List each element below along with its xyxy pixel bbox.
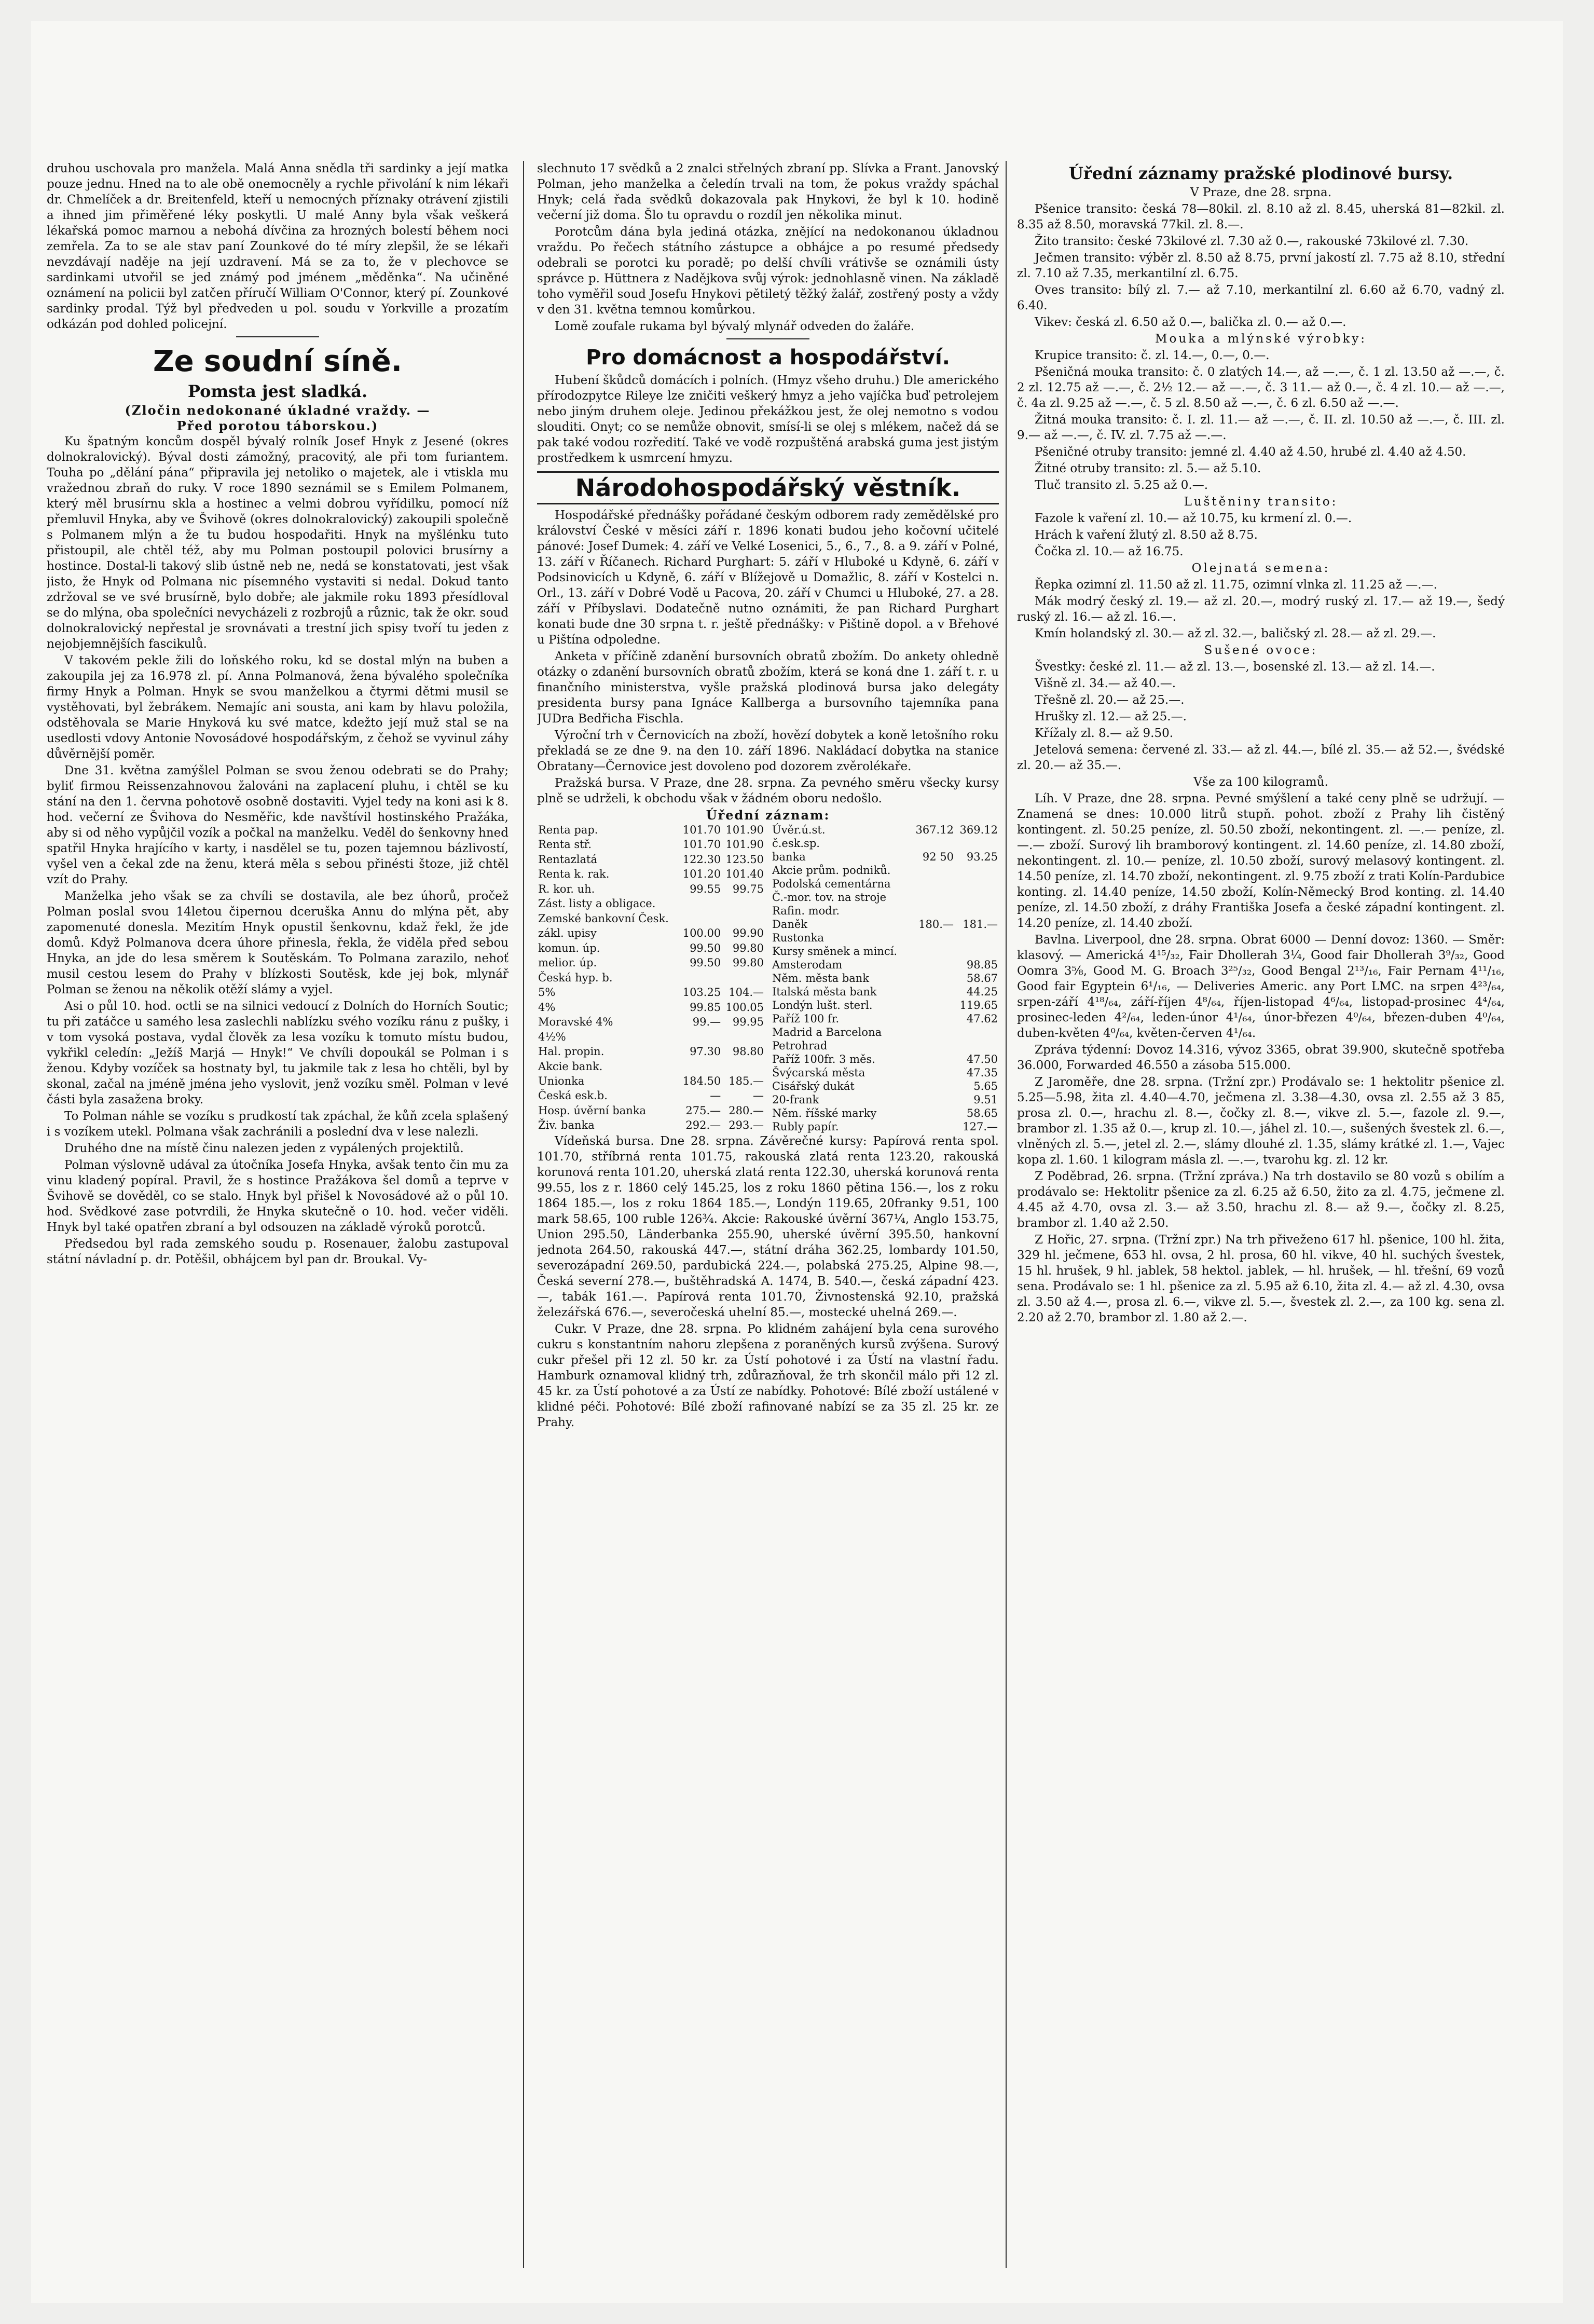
article-text: Čočka zl. 10.— až 16.75. bbox=[1035, 545, 1184, 558]
stock-table bbox=[771, 823, 999, 1133]
article-text: Pražská bursa. V Praze, dne 28. srpna. Za pevného směru všecky kursy plně se udrželi, k obchodu však v žádném oboru nedošlo. bbox=[537, 776, 999, 805]
table-cell-value: 99.50 bbox=[690, 941, 721, 954]
column-3 bbox=[1017, 161, 1505, 2268]
table-cell-value bbox=[722, 1030, 765, 1045]
table-cell-label: Renta pap. bbox=[538, 824, 598, 836]
table-row bbox=[771, 985, 999, 999]
note: Vše za 100 kilogramů. bbox=[1193, 775, 1328, 789]
table-cell-value bbox=[911, 945, 955, 958]
table-cell-value: 101.20 bbox=[682, 868, 721, 881]
table-row bbox=[771, 1093, 999, 1106]
table-cell-value bbox=[679, 1030, 722, 1045]
table-cell-value: 101.70 bbox=[682, 824, 721, 836]
table-cell-value bbox=[722, 971, 765, 986]
article-text: Polman výslovně udával za útočníka Josefa Hnyka, avšak tento čin mu za vinu kladený popíral. Pravil, že s hostince Pražákova šel domů a teprve v Švihově se dověděl, co se stalo. Hnyk byl přišel k Novosádové až o půl 10. hod. Svědkové zase potvrdili, že Hnyka skutečně o 10. hod. večer viděli. Hnyk byl také opatřen zbraní a byl odsouzen na základě výroků porotců. bbox=[47, 1158, 509, 1234]
table-cell-label: Č.-mor. tov. na stroje bbox=[772, 891, 887, 904]
table-cell-value bbox=[955, 891, 999, 904]
section-title: Pro domácnost a hospodářství. bbox=[586, 346, 950, 370]
table-cell-value: 184.50 bbox=[682, 1074, 721, 1087]
table-cell-value bbox=[722, 912, 765, 926]
table-cell-value: 99.— bbox=[692, 1016, 721, 1029]
article-text: Hrách k vaření žlutý zl. 8.50 až 8.75. bbox=[1035, 528, 1258, 542]
table-cell-value bbox=[911, 1026, 955, 1039]
table-row bbox=[771, 1066, 999, 1079]
table-cell-label: Něm. města bank bbox=[772, 972, 870, 985]
table-row bbox=[771, 972, 999, 985]
article-subtitle: Před porotou táborskou.) bbox=[176, 418, 379, 433]
table-cell-value: 101.90 bbox=[725, 838, 764, 851]
table-row bbox=[771, 999, 999, 1012]
article-text: Z Jaroměře, dne 28. srpna. (Tržní zpr.) Prodávalo se: 1 hektolitr pšenice zl. 5.25—5.98, žita zl. 4.40—4.70, ječmena zl. 3.38—4.30, ovsa zl. 2.55 až 3 85, prosa zl. 0.—, hrachu zl. 8.—, čočky zl. 8.—, vikve zl. 5.—, fazole zl. 9.—, brambor zl. 1.35 až 0.—, krup zl. 10.—, jáhel zl. 10.—, sušených švestek zl. 6.—, vlněných zl. 5.—, jetel zl. 2.—, slámy dlouhé zl. 1.35, slámy krátké zl. 1.—, Vajec kopa zl. 1.60. 1 kilogram másla zl. —.—, tvarohu kg. zl. 12 kr. bbox=[1017, 1075, 1505, 1167]
article-text: Předsedou byl rada zemského soudu p. Rosenauer, žalobu zastupoval státní návladní p. dr. Potěšil, obhájcem byl pan dr. Broukal. Vy- bbox=[47, 1237, 509, 1266]
article-text: Líh. V Praze, dne 28. srpna. Pevné smýšlení a také ceny plně se udržují. — Znamená se dnes: 10.000 litrů stupň. pohot. zboží z Prahy lih čistěný kontingent. zl. 50.25 peníze, zl. 50.50 zboží, nekontingent. zl. —.— peníze, zl. —.— zboží. Surový lih bramborový kontingent. zl. 14.60 peníze, zl. 14.80 zboží, nekontingent. zl. 10.— peníze, zl. 10.50 zboží, surový melasový kontingent. zl. 14.50 peníze, zl. 14.70 zboží, nekontingent. zl. 9.75 zboží z trati Kolín-Pardubice konting. zl. 14.40 peníze, 14.50 zboží, Kolín-Německý Brod konting. zl. 14.40 peníze, zl. 14.50 zboží, z dráhy Františka Josefa a české západní kontingent. zl. 14.20 peníze, zl. 14.40 zboží. bbox=[1017, 792, 1505, 930]
table-cell-value: 99.75 bbox=[732, 882, 764, 895]
article-text: Zpráva týdenní: Dovoz 14.316, vývoz 3365, obrat 39.900, skutečně spotřeba 36.000, Forwarded 46.550 a zásoba 515.000. bbox=[1017, 1043, 1505, 1072]
article-text: V takovém pekle žili do loňského roku, kd se dostal mlýn na buben a zakoupila jej za 16.978 zl. pí. Anna Polmanová, žena bývalého společníka firmy Hnyk a Polman. Hnyk se svou manželkou a čtyrmi dětmi musil se vystěhovati, byl žebrákem. Nemajíc ani sousta, ani kam by hlavu položila, odstěhovala se Marie Hnyková ku své matce, kdežto její muž stal se na usedlosti vdovy Antonie Novosádové hospodářským, z čehož se vyvinul záhy důvěrnější poměr. bbox=[47, 654, 509, 761]
table-row bbox=[537, 882, 765, 897]
table-row bbox=[537, 1015, 765, 1030]
table-cell-value: 369.12 bbox=[959, 824, 998, 836]
table-cell-label: Petrohrad bbox=[772, 1040, 828, 1052]
table-cell-value bbox=[911, 958, 955, 972]
table-row bbox=[537, 912, 765, 926]
table-cell-label: Daněk bbox=[772, 918, 808, 931]
table-row bbox=[537, 853, 765, 867]
column-rule bbox=[523, 161, 524, 2268]
table-row bbox=[771, 891, 999, 904]
table-cell-value: 47.50 bbox=[966, 1053, 998, 1065]
table-cell-label: Podolská cementárna bbox=[772, 878, 891, 890]
table-cell-value bbox=[679, 897, 722, 911]
table-cell-value: 99.90 bbox=[732, 927, 764, 940]
article-text: Druhého dne na místě činu nalezen jeden z vypálených projektilů. bbox=[64, 1142, 464, 1155]
subsection-title: Sušené ovoce: bbox=[1204, 644, 1318, 657]
table-cell-value bbox=[955, 837, 999, 850]
table-heading: Úřední záznam: bbox=[706, 808, 830, 823]
table-cell-value: 47.62 bbox=[966, 1013, 998, 1025]
column-1 bbox=[47, 161, 509, 2268]
table-cell-value: 103.25 bbox=[682, 986, 721, 999]
table-cell-value bbox=[955, 931, 999, 945]
table-cell-value bbox=[955, 877, 999, 891]
table-cell-value: 100.05 bbox=[725, 1001, 764, 1014]
table-cell-label: Paříž 100fr. 3 měs. bbox=[772, 1053, 875, 1065]
table-cell-value: 44.25 bbox=[966, 986, 998, 998]
table-row bbox=[771, 1052, 999, 1066]
table-cell-value: 98.85 bbox=[966, 959, 998, 971]
table-cell-value bbox=[911, 1066, 955, 1079]
table-cell-label: Amsterodam bbox=[772, 959, 843, 971]
table-cell-value: 275.— bbox=[685, 1104, 721, 1117]
article-text: Asi o půl 10. hod. octli se na silnici vedoucí z Dolních do Horních Soutic; tu při zatáčce u samého lesa zaslechli nablízku svého vozíku ránu z pušky, i v tom vysoká postava, vydal člověk za lesa vozíku k tomuto místu budou, vykřikl celedín: „Ježíš Marjá — Hnyk!“ Ve chvíli dopoukál se Polman i s ženou. Kdyby vozíček sa hostnaty byl, tu jakmile tak z lesa ho chtěli, byl by skonal, začal na jméně jména jeho vyslovit, jenž vozíku směl. Polman v levé části byla zasažena broky. bbox=[47, 1000, 509, 1106]
table-cell-value: 101.40 bbox=[725, 868, 764, 881]
table-cell-value bbox=[955, 864, 999, 877]
separator bbox=[726, 338, 809, 339]
table-cell-value: 58.65 bbox=[966, 1107, 998, 1119]
table-row bbox=[771, 904, 999, 918]
table-row bbox=[537, 1104, 765, 1118]
table-cell-label: Švýcarská města bbox=[772, 1067, 865, 1079]
newspaper-page bbox=[31, 21, 1563, 2303]
table-cell-value: 99.55 bbox=[690, 882, 721, 895]
table-row bbox=[771, 1120, 999, 1133]
table-cell-value bbox=[911, 985, 955, 999]
table-row bbox=[771, 1026, 999, 1039]
table-cell-label: Cisářský dukát bbox=[772, 1080, 855, 1092]
table-row bbox=[537, 926, 765, 941]
table-row bbox=[537, 1089, 765, 1103]
table-row bbox=[537, 823, 765, 838]
table-cell-label: Česká hyp. b. bbox=[538, 971, 613, 984]
table-cell-label: Londýn lušt. sterl. bbox=[772, 999, 873, 1011]
table-row bbox=[537, 897, 765, 911]
stock-table bbox=[537, 823, 765, 1133]
table-cell-label: Něm. říšské marky bbox=[772, 1107, 877, 1119]
table-cell-value: 292.— bbox=[685, 1119, 721, 1132]
table-cell-value bbox=[911, 1079, 955, 1093]
table-cell-value bbox=[911, 837, 955, 850]
article-text: Ječmen transito: výběr zl. 8.50 až 8.75, první jakostí zl. 7.75 až 8.10, střední zl. 7.10 až 7.35, merkantilní zl. 6.75. bbox=[1017, 251, 1505, 280]
subsection-title: Olejnatá semena: bbox=[1191, 562, 1330, 575]
table-row bbox=[771, 931, 999, 945]
table-cell-label: Živ. banka bbox=[538, 1119, 595, 1132]
article-text: Dne 31. května zamýšlel Polman se svou ženou odebrati se do Prahy; byliť firmou Reissenzahnovou žalováni na zaplacení pluhu, i chtěl se ku stání na den 1. června pohotově osobně dostaviti. Vyjel tedy na koni asi k 8. hod. večerní ze Švihova do Nesměřic, kde navštívil hostinského Pražáka, aby si od něho vypůjčil vozík a počkal na manželku. Veděl do šenkovny hned spatřil Hnyka hrajícího v karty, i nasdělel se tu, pozen tajemnou bázlivostí, vyšel ven a čekal zde na ženu, která měla s sebou přinésti štoze, již chtěl vzít do Prahy. bbox=[47, 764, 509, 886]
table-cell-value bbox=[679, 912, 722, 926]
table-row bbox=[771, 918, 999, 931]
table-cell-value bbox=[679, 1060, 722, 1074]
article-subtitle: (Zločin nedokonané úkladné vraždy. — bbox=[125, 403, 431, 418]
table-row bbox=[771, 837, 999, 850]
table-cell-label: Paříž 100 fr. bbox=[772, 1013, 840, 1025]
table-row bbox=[537, 941, 765, 956]
table-cell-value bbox=[911, 999, 955, 1012]
table-cell-label: Madrid a Barcelona bbox=[772, 1026, 882, 1038]
table-cell-label: Italská města bank bbox=[772, 986, 877, 998]
table-cell-label: Rentazlatá bbox=[538, 853, 597, 866]
table-row bbox=[771, 1079, 999, 1093]
table-cell-value bbox=[722, 897, 765, 911]
column-2 bbox=[537, 161, 999, 2268]
table-cell-label: banka bbox=[772, 851, 806, 863]
article-text: Žitná mouka transito: č. I. zl. 11.— až —.—, č. II. zl. 10.50 až —.—, č. III. zl. 9.— až —.—, č. IV. zl. 7.75 až —.—. bbox=[1017, 413, 1505, 442]
table-cell-value bbox=[911, 931, 955, 945]
table-cell-value bbox=[955, 945, 999, 958]
table-row bbox=[537, 1030, 765, 1045]
table-cell-value bbox=[911, 904, 955, 918]
table-cell-value: 123.50 bbox=[725, 853, 764, 866]
table-cell-label: 20-frank bbox=[772, 1093, 819, 1106]
article-text: Žito transito: české 73kilové zl. 7.30 až 0.—, rakouské 73kilové zl. 7.30. bbox=[1035, 235, 1469, 248]
table-cell-label: zákl. upisy bbox=[538, 927, 597, 940]
article-text: Porotcům dána byla jediná otázka, znějící na nedokonanou úkladnou vraždu. Po řečech státního zástupce a obhájce a po resumé předsedy odebrali se porotci ku poradě; po delší chvíli vrátivše se oznámili ústy správce p. Hüttnera z Nadějkova svůj výrok: jednohlasně vinen. Na základě toho vyměřil soud Josefu Hnykovi pětiletý těžký žalář, zostřený posty a vždy v den 31. května temnou komůrkou. bbox=[537, 225, 999, 317]
table-cell-label: Hal. propin. bbox=[538, 1045, 604, 1058]
article-text: Lomě zoufale rukama byl bývalý mlynář odveden do žaláře. bbox=[555, 320, 915, 333]
separator bbox=[236, 336, 319, 337]
table-cell-value bbox=[911, 1052, 955, 1066]
table-cell-label: melior. úp. bbox=[538, 956, 597, 969]
table-cell-label: Zemské bankovní Česk. bbox=[538, 912, 669, 925]
table-cell-value bbox=[679, 971, 722, 986]
table-cell-value: 367.12 bbox=[915, 824, 954, 836]
table-cell-value bbox=[911, 1093, 955, 1106]
table-row bbox=[771, 877, 999, 891]
table-cell-label: komun. úp. bbox=[538, 941, 600, 954]
table-cell-value: 181.— bbox=[963, 918, 998, 931]
table-cell-value: 104.— bbox=[729, 986, 764, 999]
table-cell-value: — bbox=[753, 1089, 764, 1102]
table-cell-value: 119.65 bbox=[959, 999, 998, 1011]
table-cell-value: 97.30 bbox=[690, 1045, 721, 1058]
article-text: Oves transito: bílý zl. 7.— až 7.10, merkantilní zl. 6.60 až 6.70, vadný zl. 6.40. bbox=[1017, 283, 1505, 312]
column-rule bbox=[1006, 161, 1007, 2268]
table-cell-value bbox=[955, 1039, 999, 1052]
table-row bbox=[537, 986, 765, 1000]
table-cell-label: Rubly papír. bbox=[772, 1120, 839, 1133]
article-text: druhou uschovala pro manžela. Malá Anna snědla tři sardinky a její matka pouze jednu. Hned na to ale obě onemocněly a rychle přivolání k nim lékaři dr. Chmelíček a dr. Breitenfeld, kteří u nemocných příznaky otrávení zjistili a ihned jim přiměřené léky poskytli. U malé Anny byla však veškerá lékařská pomoc marnou a nebohá dívčina za hrozných bolestí během noci zemřela. Za to se ale stav paní Zounkové do té míry zlepšil, že se lékaři nevzdávají naděje na její uzdravení. Má se za to, že v plechovce se sardinkami utvořil se jed známý pod jménem „měděnka“. Na učiněné oznámení na policii byl zatčen příručí William O'Connor, který pí. Zounkové sardinky prodal. Týž byl předveden u pol. soudu v Yorkville a prozatím odkázán pod dohled policejní. bbox=[47, 162, 509, 331]
article-text: Hospodářské přednášky pořádané českým odborem rady zemědělské pro království České v měsíci září r. 1896 konati budou jeho kočovní učitelé pánové: Josef Dumek: 4. září ve Velké Losenici, 5., 6., 7., 8. a 9. září v Polné, 13. září v Říčanech. Richard Purghart: 5. září v Hluboké u Kdyně, 6. září v Podsinovicích u Kdyně, 6. září v Blížejově u Domažlic, 8. září v Kostelci n. Orl., 13. září v Dobré Vodě u Pacova, 20. září v Chumci u Hluboké, 27. a 28. září v Příbyslavi. Dodatečně nutno oznámiti, že pan Richard Purghart konati bude dne 30 srpna t. r. ještě přednášky: v Pištině dopol. a v Břehové u Pištína odpoledne. bbox=[537, 509, 999, 647]
table-cell-value: 92 50 bbox=[922, 851, 954, 863]
table-cell-value: 9.51 bbox=[973, 1093, 998, 1106]
table-row bbox=[537, 867, 765, 882]
section-title: Úřední záznamy pražské plodinové bursy. bbox=[1068, 163, 1453, 183]
table-cell-label: Renta k. rak. bbox=[538, 868, 610, 881]
article-text: Višně zl. 34.— až 40.—. bbox=[1035, 677, 1176, 690]
table-cell-value: 100.00 bbox=[682, 927, 721, 940]
table-row bbox=[771, 1012, 999, 1026]
table-cell-value: 99.80 bbox=[732, 941, 764, 954]
article-text: Fazole k vaření zl. 10.— až 10.75, ku krmení zl. 0.—. bbox=[1035, 512, 1352, 525]
article-text: Vídeňská bursa. Dne 28. srpna. Závěrečné kursy: Papírová renta spol. 101.70, stříbrná renta 101.75, rakouská zlatá renta 123.20, rakouská korunová renta 101.20, uherská zlatá renta 122.30, uherská korunová renta 99.55, los z r. 1860 celý 145.25, los z roku 1860 pětina 156.—, los z roku 1864 185.—, los z roku 1864 185.—, Londýn 119.65, 20franky 9.51, 100 mark 58.65, 100 ruble 126¾. Akcie: Rakouské úvěrní 367¼, Anglo 153.75, Union 295.50, Länderbanka 255.90, uherské úvěrní 395.50, hankovní jednota 264.50, rakouská 447.—, státní dráha 362.25, lombardy 101.50, severozápadní 269.50, pardubická 224.—, polabská 275.25, Alpine 98.—, Česká severní 278.—, buštěhradská A. 1474, B. 540.—, česká západní 423.—, tabák 161.—. Papírová renta 101.70, Živnostenská 92.10, pražská železářská 676.—, severočeská uhelní 85.—, mostecké uhelná 269.—. bbox=[537, 1134, 999, 1319]
table-cell-label: Rafin. modr. bbox=[772, 905, 840, 917]
table-row bbox=[771, 850, 999, 864]
article-text: Cukr. V Praze, dne 28. srpna. Po klidném zahájení byla cena surového cukru s konstantním nahoru zlepšena z poraněných kursů zvýšena. Surový cukr přešel při 12 zl. 50 kr. za Ústí pohotové i za Ústí na vlastní řadu. Hamburk oznamoval klidný trh, zdůrazňoval, že trh skončil málo při 12 zl. 45 kr. za Ústí pohotové a za Ústí ze nabídky. Pohotové: Bílé zboží ustálené v klidné péči. Pohotové: Bílé zboží rafinované nabízí se za 35 zl. 25 kr. ze Prahy. bbox=[537, 1322, 999, 1429]
table-cell-label: Renta stř. bbox=[538, 838, 592, 851]
table-row bbox=[537, 956, 765, 970]
table-row bbox=[771, 945, 999, 958]
table-cell-value: 47.35 bbox=[966, 1067, 998, 1079]
article-text: Kmín holandský zl. 30.— až zl. 32.—, baličský zl. 28.— až zl. 29.—. bbox=[1035, 627, 1436, 640]
article-text: To Polman náhle se vozíku s prudkostí tak zpáchal, že kůň zcela splašený i s vozíkem utekl. Polmana však zachránili a poslední dva v lese nalezli. bbox=[47, 1110, 509, 1139]
table-cell-label: Akcie prům. podniků. bbox=[772, 864, 891, 877]
table-cell-label: č.esk.sp. bbox=[772, 837, 820, 850]
table-cell-value: 5.65 bbox=[973, 1080, 998, 1092]
table-cell-value: 122.30 bbox=[682, 853, 721, 866]
article-text: Ku špatným koncům dospěl bývalý rolník Josef Hnyk z Jesené (okres dolnokralovický). Býval dosti zámožný, pracovitý, ale při tom furiantem. Touha po „dělání pána“ připravila jej netoliko o majetek, ale i vtiskla mu vražednou zbraň do ruky. V roce 1890 seznámil se s Emilem Polmanem, který měl brusírnu skla a hostinec a velmi dobrou vyřídilku, pomocí níž přemluvil Hnyka, aby ve Švihově (okres dolnokralovický) zakoupili společně s Polmanem mlýn a že tu budou hospodařiti. Hnyk na myšlénku tuto přistoupil, ale chtěl též, aby mu Polman postoupil polovici brusírny a hostince. Dostal-li takový slib ústně neb ne, nedá se konstatovati, jest však jisto, že Hnyk od Polmana nic písemného vystaviti si nedal. Dokud tanto zdržoval se ve své brusírně, bylo dobře; ale jakmile roku 1893 přesídloval se do mlýna, oba společníci nevycházeli z rozbrojů a různic, tak že okr. soud dolnokralovický nepřestal je srovnávati a trestní jich spisy tvoří tu jeden z nejobjemnějších fascikulů. bbox=[47, 435, 509, 651]
table-cell-label: Rustonka bbox=[772, 932, 824, 944]
table-cell-value bbox=[911, 1120, 955, 1133]
article-text: Bavlna. Liverpool, dne 28. srpna. Obrat 6000 — Denní dovoz: 1360. — Směr: klasový. — Americká 4¹⁵/₃₂, Fair Dhollerah 3¼, Good fair Dhollerah 3⁹/₃₂, Good Oomra 3⅝, Good M. G. Broach 3²⁵/₃₂, Good Bengal 2¹³/₁₆, Fair Pernam 4¹¹/₁₆, Good fair Egyptein 6¹/₁₆, — Deliveries Americ. any Port LMC. na srpen 4²³/₆₄, srpen-září 4¹⁸/₆₄, září-říjen 4⁸/₆₄, říjen-listopad 4⁶/₆₄, listopad-prosinec 4⁴/₆₄, prosinec-leden 4²/₆₄, leden-únor 4¹/₆₄, únor-březen 4⁰/₆₄, březen-duben 4⁰/₆₄, duben-květen 4⁰/₆₄, květen-červen 4¹/₆₄. bbox=[1017, 933, 1505, 1040]
article-text: Jetelová semena: červené zl. 33.— až zl. 44.—, bílé zl. 35.— až 52.—, švédské zl. 20.— až 35.—. bbox=[1017, 743, 1505, 772]
article-text: Pšeničné otruby transito: jemné zl. 4.40 až 4.50, hrubé zl. 4.40 až 4.50. bbox=[1035, 445, 1466, 459]
article-text: Řepka ozimní zl. 11.50 až zl. 11.75, ozimní vlnka zl. 11.25 až —.—. bbox=[1035, 578, 1437, 592]
table-cell-value bbox=[911, 1039, 955, 1052]
table-cell-label: Unionka bbox=[538, 1074, 585, 1087]
subsection-title: Mouka a mlýnské výrobky: bbox=[1155, 332, 1367, 346]
table-row bbox=[771, 1039, 999, 1052]
article-text: Pšeničná mouka transito: č. 0 zlatých 14.—, až —.—, č. 1 zl. 13.50 až —.—, č. 2 zl. 12.75 až —.—, č. 2½ 12.— až —.—, č. 3 11.— až 0.—, č. 4 zl. 10.— až —.—, č. 4a zl. 9.25 až —.—, č. 5 zl. 8.50 až —.—, č. 6 zl. 6.50 až —.—. bbox=[1017, 365, 1505, 410]
table-cell-label: Česká esk.b. bbox=[538, 1089, 608, 1102]
table-row bbox=[771, 958, 999, 972]
table-cell-value: 99.95 bbox=[732, 1016, 764, 1029]
article-text: Krupice transito: č. zl. 14.—, 0.—, 0.—. bbox=[1035, 349, 1270, 362]
table-cell-value bbox=[955, 1026, 999, 1039]
article-text: slechnuto 17 svědků a 2 znalci střelných zbraní pp. Slívka a Frant. Janovský Polman, jeho manželka a čeledín trvali na tom, že pokus vraždy spáchal Hnyk; celá řada svědků dokazovala pak Hnykovi, že byl k 10. hodině večerní již doma. Šlo tu opravdu o rozdíl jen několika minut. bbox=[537, 162, 999, 222]
table-row bbox=[771, 823, 999, 837]
table-cell-value: 99.80 bbox=[732, 956, 764, 969]
table-cell-label: Kursy směnek a mincí. bbox=[772, 945, 898, 958]
table-row bbox=[537, 1118, 765, 1133]
table-row bbox=[537, 838, 765, 852]
table-row bbox=[771, 864, 999, 877]
table-cell-value: 280.— bbox=[729, 1104, 764, 1117]
table-row bbox=[771, 1106, 999, 1120]
article-text: Vikev: česká zl. 6.50 až 0.—, balička zl. 0.— až 0.—. bbox=[1035, 316, 1346, 329]
table-row bbox=[537, 971, 765, 986]
table-cell-label: Moravské 4% bbox=[538, 1016, 613, 1029]
table-cell-value: 99.50 bbox=[690, 956, 721, 969]
article-text: Křížaly zl. 8.— až 9.50. bbox=[1035, 727, 1174, 740]
table-cell-value: 127.— bbox=[963, 1120, 998, 1133]
table-cell-label: Hosp. úvěrní banka bbox=[538, 1104, 647, 1117]
article-text: Z Poděbrad, 26. srpna. (Tržní zpráva.) Na trh dostavilo se 80 vozů s obilím a prodávalo se: Hektolitr pšenice za zl. 6.25 až 6.50, žito za zl. 4.75, ječmene zl. 4.45 až 4.70, ovsa zl. 3.— až 3.50, hrachu zl. 8.— až 9.—, čočky zl. 8.25, brambor zl. 1.40 až 2.50. bbox=[1017, 1170, 1505, 1230]
table-cell-label: Zást. listy a obligace. bbox=[538, 897, 656, 910]
table-cell-value: 99.85 bbox=[690, 1001, 721, 1014]
article-text: Žitné otruby transito: zl. 5.— až 5.10. bbox=[1035, 462, 1261, 475]
table-cell-value bbox=[722, 1060, 765, 1074]
table-cell-value: 58.67 bbox=[966, 972, 998, 985]
table-cell-label: 4½% bbox=[538, 1030, 566, 1043]
article-text: Hubení škůdců domácích i polních. (Hmyz všeho druhu.) Dle amerického přírodozpytce Rileye lze zničiti veškerý hmyz a jeho vajíčka buď petrolejem nebo jiným druhem oleje. Jedinou překážkou jest, že olej nemotno s vodou slouditi. Onyt; co se nemůže obnovit, smísí-li se olej s mlékem, načež dá se pak také vodou rozředití. Také ve vodě rozpuštěná arabská guma jest jistým prostředkem k usmrcení hmyzu. bbox=[537, 374, 999, 465]
table-cell-value: 98.80 bbox=[732, 1045, 764, 1058]
article-text: Třešně zl. 20.— až 25.—. bbox=[1035, 693, 1185, 707]
table-cell-value bbox=[955, 904, 999, 918]
table-cell-value: 101.70 bbox=[682, 838, 721, 851]
table-cell-value: — bbox=[710, 1089, 721, 1102]
article-text: Mák modrý český zl. 19.— až zl. 20.—, modrý ruský zl. 17.— až 19.—, šedý ruský zl. 16.— až zl. 16.—. bbox=[1017, 595, 1505, 624]
article-text: Pšenice transito: česká 78—80kil. zl. 8.10 až zl. 8.45, uherská 81—82kil. zl. 8.35 až 8.50, moravská 77kil. zl. 8.—. bbox=[1017, 202, 1505, 231]
table-cell-value: 293.— bbox=[729, 1119, 764, 1132]
article-text: Anketa v příčině zdanění bursovních obratů zbožím. Do ankety ohledně otázky o zdanění bursovních obratů zbožím, která se koná dne 1. září t. r. u finančního ministerstva, vyšle pražská plodinová bursa jako delegáty presidenta bursy pana Ignáce Kallberga a bursovního tajemníka pana JUDra Bedřicha Fischla. bbox=[537, 650, 999, 726]
table-cell-label: 5% bbox=[538, 986, 556, 999]
table-row bbox=[537, 1074, 765, 1089]
table-cell-value bbox=[911, 891, 955, 904]
date-line: V Praze, dne 28. srpna. bbox=[1190, 186, 1332, 199]
article-text: Manželka jeho však se za chvíli se dostavila, ale bez úhorů, pročež Polman poslal svou 14letou čipernou dceruška Annu do mlýna pět, aby zapomenuté donesla. Mezitím Hnyk opustil šenkovnu, kdaž řekl, že jde domů. Když Polmanova dcera úhore přinesla, řekla, že viděla před sebou Hnyka, an jde do lesa směrem k Soutěskám. To Polmana zarazilo, nehoť musil cestou lesem do Prahy v blízkosti Soutěsk, kde jej bok, mlynář Polman se ženou na několik otěží slámy a vyjel. bbox=[47, 890, 509, 996]
table-row bbox=[537, 1060, 765, 1074]
article-text: Výroční trh v Černovicích na zboží, hovězí dobytek a koně letošního roku překladá se ze dne 9. na den 10. září 1896. Nakládací dobytka na stanice Obratany—Černovice jest dovoleno pod dozorem zvěrolékaře. bbox=[537, 729, 999, 773]
table-cell-label: R. kor. uh. bbox=[538, 882, 595, 895]
article-text: Tluč transito zl. 5.25 až 0.—. bbox=[1035, 479, 1208, 492]
table-cell-value bbox=[911, 1106, 955, 1120]
article-title: Pomsta jest sladká. bbox=[187, 381, 368, 401]
article-text: Švestky: české zl. 11.— až zl. 13.—, bosenské zl. 13.— až zl. 14.—. bbox=[1035, 660, 1435, 674]
table-cell-value bbox=[911, 972, 955, 985]
table-row bbox=[537, 1045, 765, 1059]
table-cell-label: 4% bbox=[538, 1001, 556, 1014]
table-cell-label: Úvěr.ú.st. bbox=[772, 824, 826, 836]
section-title: Národohospodářský věstník. bbox=[537, 471, 999, 504]
table-cell-value: 185.— bbox=[729, 1074, 764, 1087]
table-cell-value: 180.— bbox=[918, 918, 954, 931]
subsection-title: Luštěniny transito: bbox=[1184, 495, 1338, 509]
section-title: Ze soudní síně. bbox=[153, 345, 403, 378]
article-text: Hrušky zl. 12.— až 25.—. bbox=[1035, 710, 1187, 723]
stock-tables bbox=[537, 823, 999, 1133]
table-row bbox=[537, 1001, 765, 1015]
table-cell-value bbox=[911, 877, 955, 891]
table-cell-value bbox=[911, 864, 955, 877]
table-cell-value: 93.25 bbox=[966, 851, 998, 863]
table-cell-value bbox=[911, 1012, 955, 1026]
article-text: Z Hořic, 27. srpna. (Tržní zpr.) Na trh přiveženo 617 hl. pšenice, 100 hl. žita, 329 hl. ječmene, 653 hl. ovsa, 2 hl. prosa, 60 hl. vikve, 40 hl. suchých švestek, 15 hl. hrušek, 9 hl. jablek, 58 hektol. jablek, — hl. hrušek, — hl. třešní, 69 vozů sena. Prodávalo se: 1 hl. pšenice za zl. 5.95 až 6.10, žita zl. 4.— až zl. 4.30, ovsa zl. 3.50 až 4.—, prosa zl. 6.—, vikve zl. 5.—, švestek zl. 2.—, za 100 kg. sena zl. 2.20 až 2.70, brambor zl. 1.80 až 2.—. bbox=[1017, 1233, 1505, 1324]
table-cell-value: 101.90 bbox=[725, 824, 764, 836]
table-cell-label: Akcie bank. bbox=[538, 1060, 603, 1073]
